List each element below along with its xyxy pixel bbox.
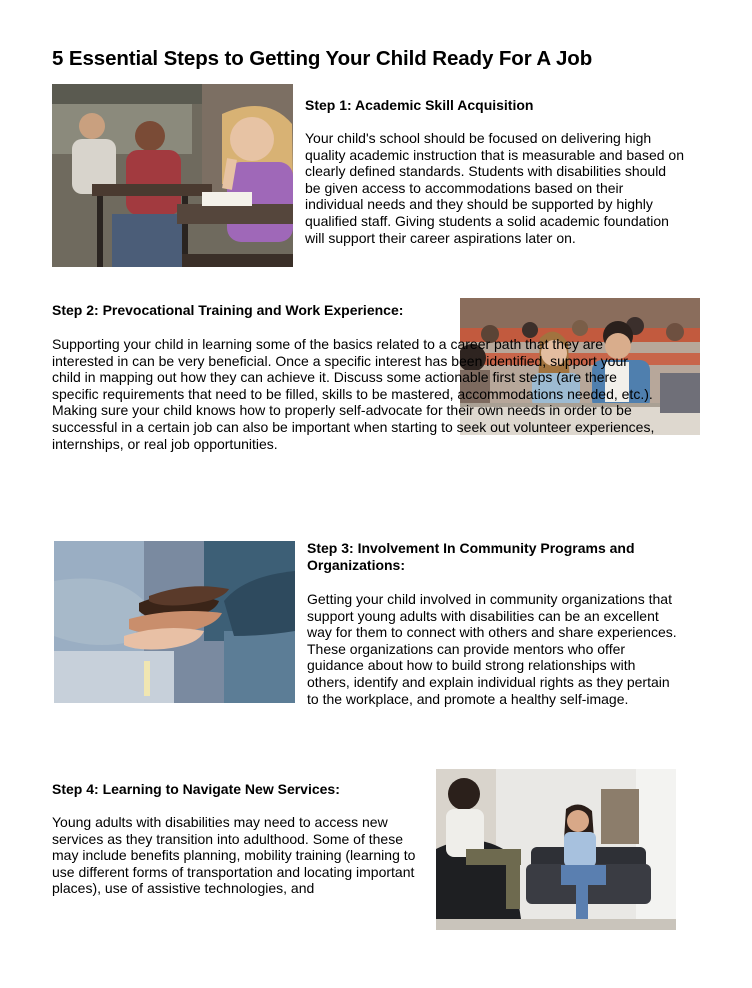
counseling-session-photo xyxy=(436,769,676,930)
step-1-body: Your child's school should be focused on delivering high quality academic instruction that is measurable and based on clearly defined standards. Students with disabilities should be given access to accommodations based on their individual needs and they should be supported by highly qualified staff. Giving students a solid academic foundation will support their career aspirations later on. xyxy=(305,130,684,246)
step-3-body: Getting your child involved in community organizations that support young adults with disabilities can be an excellent way for them to connect with others and share experiences. These organizations can provide mentors who offer guidance about how to build strong relationships with others, identify and explain individual rights as they pertain to the workplace, and promote a healthy self-image. xyxy=(307,591,677,707)
step-3-heading: Step 3: Involvement In Community Programs and Organizations: xyxy=(307,540,635,573)
students-writing-exam-photo xyxy=(52,84,293,267)
step-4-body: Young adults with disabilities may need to access new services as they transition into adulthood. Some of these may include benefits planning, mobility training (learning to use different forms of transportation and locating important places), use of assistive technologies, and xyxy=(52,814,416,897)
stacked-hands-photo xyxy=(54,541,295,703)
page-title: 5 Essential Steps to Getting Your Child Ready For A Job xyxy=(52,47,593,70)
step-2-body: Supporting your child in learning some of the basics related to a career path that they are interested in can be very beneficial. Once a specific interest has been identified, support your child in mapping out how they can achieve it. Discuss some actionable first steps (are there specific requirements that need to be filled, skills to be mastered, accommodations needed, etc.). Making sure your child knows how to properly self-advocate for their own needs in order to be successful in a certain job can also be important when starting to seek out volunteer experiences, internships, or real job opportunities. xyxy=(52,336,655,452)
step-2-heading: Step 2: Prevocational Training and Work Experience: xyxy=(52,302,404,318)
step-4-heading: Step 4: Learning to Navigate New Services: xyxy=(52,781,340,797)
step-1-heading: Step 1: Academic Skill Acquisition xyxy=(305,97,534,113)
